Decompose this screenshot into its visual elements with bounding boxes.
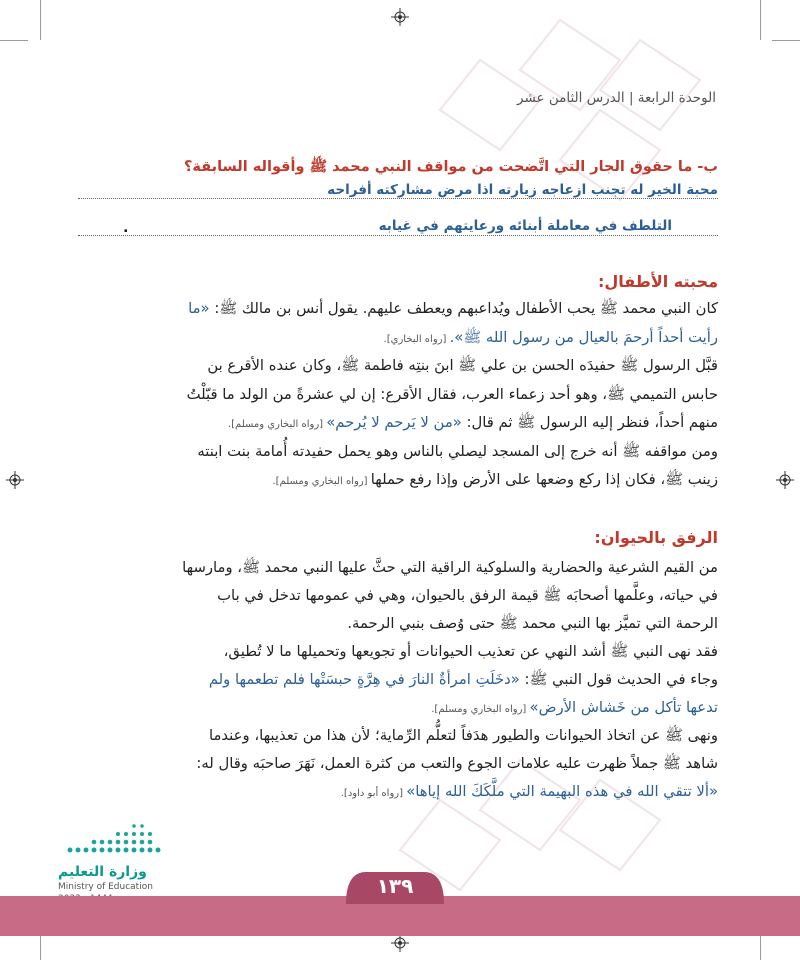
paragraph-line [78,589,718,604]
paragraph-line [78,302,718,317]
crop-mark [0,40,28,41]
paragraph-text: منهم أحداً، فنظر إليه الرسول ﷺ ثم قال: [461,414,718,431]
section-title-children: محبته الأطفال: [597,272,718,291]
paragraph-text: حابس التميمي ﷺ، وهو أحد زعماء العرب، فقال الأقرع: إن لي عشرةً من الولد ما قبّلْتُ [186,385,718,403]
paragraph-line [78,701,718,716]
answer-text-2: التلطف في معاملة أبنائه ورعايتهم في غيابه [378,218,672,234]
paragraph-text: شاهد ﷺ جملاً ظهرت عليه علامات الجوع والتعب من كثرة العمل، نَهَرَ صاحبَه وقال له: [196,755,718,772]
ministry-name-arabic: وزارة التعليم [58,864,147,880]
hadith-reference: [رواه البخاري]. [383,333,450,345]
hadith-reference: [رواه البخاري ومسلم]. [227,419,327,430]
hadith-quote: «من لا يَرحم لا يُرحم» [326,414,462,431]
registration-mark-icon [391,8,409,26]
paragraph-text: فقد نهى النبي ﷺ أشد النهي عن تعذيب الحيوانات أو تجويعها وتحميلها ما لا تُطيق، [223,643,718,660]
hadith-quote: «ما [188,300,210,317]
question-text: ما حقوق الجار التي اتَّضحت من مواقف النبي محمد ﷺ وأقواله السابقة؟ [184,159,693,175]
registration-mark-icon [776,471,794,489]
paragraph-line [78,645,718,660]
paragraph-line [78,729,718,744]
answer-text-1: محبة الخير له تجنب ازعاجه زيارته اذا مرض مشاركته أفراحه [327,182,718,198]
page-number: ١٣٩ [376,874,414,898]
paragraph-line [78,617,718,632]
hadith-quote: رأيت أحداً أرحمَ بالعيال من رسول الله ﷺ». [449,328,718,346]
paragraph-line [78,328,718,346]
answer-dotted-line [78,198,718,199]
paragraph-line [78,473,718,488]
paragraph-line [78,785,718,800]
hadith-reference: [رواه أبو داود]. [340,788,407,799]
paragraph-text: الرحمة التي تميَّز بها النبي محمد ﷺ حتى وُصف بنبي الرحمة. [347,615,718,632]
paragraph-text: وجاء في الحديث قول النبي ﷺ: [519,671,718,688]
hadith-reference: [رواه البخاري ومسلم]. [431,704,530,715]
paragraph-text: من القيم الشرعية والحضارية والسلوكية الراقية التي حثَّ عليها النبي محمد ﷺ، ومارسها [182,559,718,576]
paragraph-line [78,385,718,403]
registration-mark-icon [6,471,24,489]
question-line [184,158,718,179]
paragraph-line [78,757,718,772]
hadith-quote: «دخَلَتِ امرأةٌ النارَ في هِرَّةٍ حبسَتْها فلم تطعمها ولم [208,671,520,688]
crop-mark [760,0,761,40]
paragraph-text: قبَّل الرسول ﷺ حفيدَه الحسن بن علي ﷺ ابنَ بنتِه فاطمة ﷺ، وكان عنده الأقرع بن [207,357,718,374]
answer-dotted-line [78,235,718,236]
page-breadcrumb: الوحدة الرابعة | الدرس الثامن عشر [517,90,716,106]
paragraph-text: كان النبي محمد ﷺ يحب الأطفال ويُداعبهم ويعطف عليهم. يقول أنس بن مالك ﷺ: [209,300,718,317]
hadith-quote: «ألا تتقي الله في هذه البهيمة التي ملَّكَكَ الله إياها» [406,783,718,800]
registration-mark-icon [391,934,409,952]
hadith-reference: [رواه البخاري ومسلم]. [272,476,371,487]
paragraph-line [78,416,718,431]
ministry-name-english: Ministry of Education [58,882,153,892]
question-label: ب- [697,159,718,175]
paragraph-text: في حياته، وعلَّمها أصحابَه ﷺ قيمة الرفق بالحيوان، وهي في عمومها تدخل في باب [217,587,718,604]
paragraph-text: ونهى ﷺ عن اتخاذ الحيوانات والطيور هدَفاً لتعلُّم الرِّماية؛ لأن هذا من تعذيبها، وعندما [208,727,718,744]
paragraph-text: زينب ﷺ، فكان إذا ركع وضعها على الأرض وإذا رفع حملها [370,471,718,488]
section-title-animals: الرفق بالحيوان: [594,528,718,547]
ministry-logo-icon [60,820,170,860]
paragraph-line [78,561,718,576]
crop-mark [40,0,41,40]
answer-end-mark: . [123,220,129,236]
crop-mark [772,40,800,41]
paragraph-line [78,359,718,374]
paragraph-text: ومن مواقفه ﷺ أنه خرج إلى المسجد ليصلي بالناس وهو يحمل حفيدته أُمامة بنت ابنته [197,442,718,460]
hadith-quote: تدعها تأكل من خَشاش الأرض» [529,699,718,716]
paragraph-line [78,442,718,460]
paragraph-line [78,673,718,688]
